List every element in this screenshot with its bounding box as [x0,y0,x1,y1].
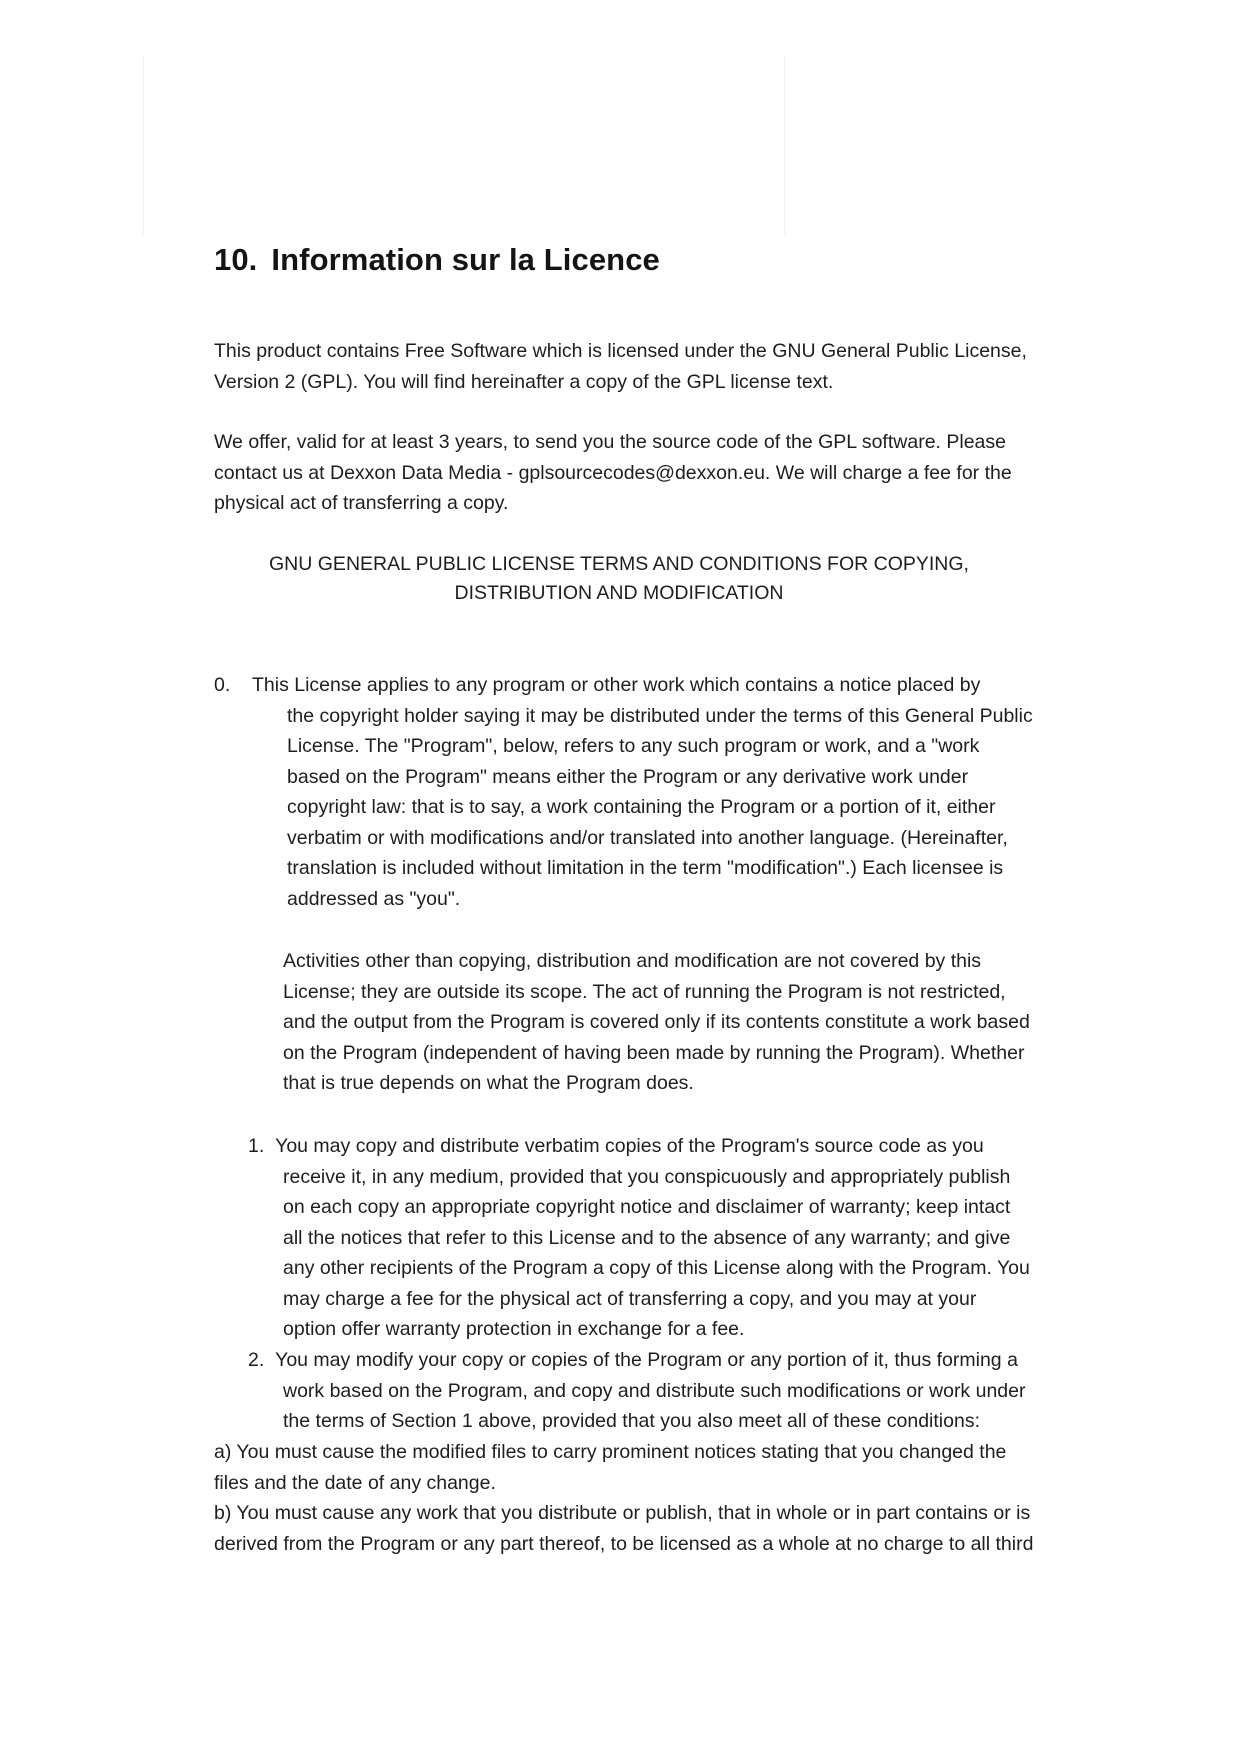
clause-marker: 2. [248,1349,265,1371]
text-line: on each copy an appropriate copyright notice and disclaimer of warranty; keep intact [283,1196,1011,1218]
intro-paragraph-2 [214,427,1064,519]
clause-1 [248,1131,1048,1345]
text-line: derived from the Program or any part thereof, to be licensed as a whole at no charge to all third [214,1532,1034,1555]
text-line: that is true depends on what the Program does. [283,1072,694,1094]
text-line: the copyright holder saying it may be distributed under the terms of this General Public [287,704,1033,727]
subclause-b [214,1498,1054,1559]
clause-marker: 1. [248,1135,265,1157]
text-line: a) You must cause the modified files to carry prominent notices stating that you changed the [214,1441,1007,1463]
subclause-a [214,1437,1054,1498]
text-line: We offer, valid for at least 3 years, to send you the source code of the GPL software. Please [214,431,1006,453]
clause-first-line [248,1345,1048,1376]
text-line: This product contains Free Software which is licensed under the GNU General Public License, [214,340,1027,362]
text-line: contact us at Dexxon Data Media - gplsourcecodes@dexxon.eu. We will charge a fee for the [214,461,1012,484]
text-line: receive it, in any medium, provided that you conspicuously and appropriately publish [283,1165,1011,1188]
text-line: files and the date of any change. [214,1471,496,1494]
clause-first-text: You may modify your copy or copies of the Program or any portion of it, thus forming a [275,1349,1018,1371]
text-line: any other recipients of the Program a copy of this License along with the Program. You [283,1257,1030,1279]
intro-paragraph-1 [214,336,1064,397]
clause-marker: 0. [214,674,231,696]
clause-first-line [248,1131,1048,1162]
heading-line: DISTRIBUTION AND MODIFICATION [454,582,784,604]
text-line: the terms of Section 1 above, provided that you also meet all of these conditions: [283,1410,980,1432]
clause-0 [214,670,1054,914]
text-line: all the notices that refer to this License and to the absence of any warranty; and give [283,1226,1011,1249]
section-title [214,242,660,278]
text-line: b) You must cause any work that you distribute or publish, that in whole or in part contains or is [214,1502,1031,1524]
section-number: 10. [214,242,258,277]
text-line: based on the Program" means either the Program or any derivative work under [287,765,969,788]
text-line: verbatim or with modifications and/or translated into another language. (Hereinafter, [287,826,1008,849]
gnu-license-heading [214,550,1024,608]
text-line: work based on the Program, and copy and distribute such modifications or work under [283,1379,1026,1402]
text-line: License; they are outside its scope. The act of running the Program is not restricted, [283,980,1006,1003]
clause-2 [248,1345,1048,1437]
text-line: physical act of transferring a copy. [214,492,509,514]
text-line: option offer warranty protection in exchange for a fee. [283,1318,745,1340]
heading-line: GNU GENERAL PUBLIC LICENSE TERMS AND CONDITIONS FOR COPYING, [269,553,969,575]
clause-first-line: This License applies to any program or other work which contains a notice placed by [252,674,981,696]
text-line: addressed as "you". [287,887,461,910]
text-line: and the output from the Program is covered only if its contents constitute a work based [283,1011,1030,1033]
text-line: copyright law: that is to say, a work containing the Program or a portion of it, either [287,796,996,818]
text-line: may charge a fee for the physical act of transferring a copy, and you may at your [283,1287,977,1310]
text-line: License. The "Program", below, refers to any such program or work, and a "work [287,735,980,757]
text-line: translation is included without limitation in the term "modification".) Each licensee is [287,857,1004,879]
text-line: on the Program (independent of having been made by running the Program). Whether [283,1041,1025,1064]
activities-paragraph [283,946,1043,1099]
text-line: Activities other than copying, distribution and modification are not covered by this [283,950,982,972]
text-line: Version 2 (GPL). You will find hereinafter a copy of the GPL license text. [214,370,834,393]
clause-first-text: You may copy and distribute verbatim copies of the Program's source code as you [275,1135,984,1157]
header-frame [143,55,785,235]
section-title-text: Information sur la Licence [271,242,660,277]
